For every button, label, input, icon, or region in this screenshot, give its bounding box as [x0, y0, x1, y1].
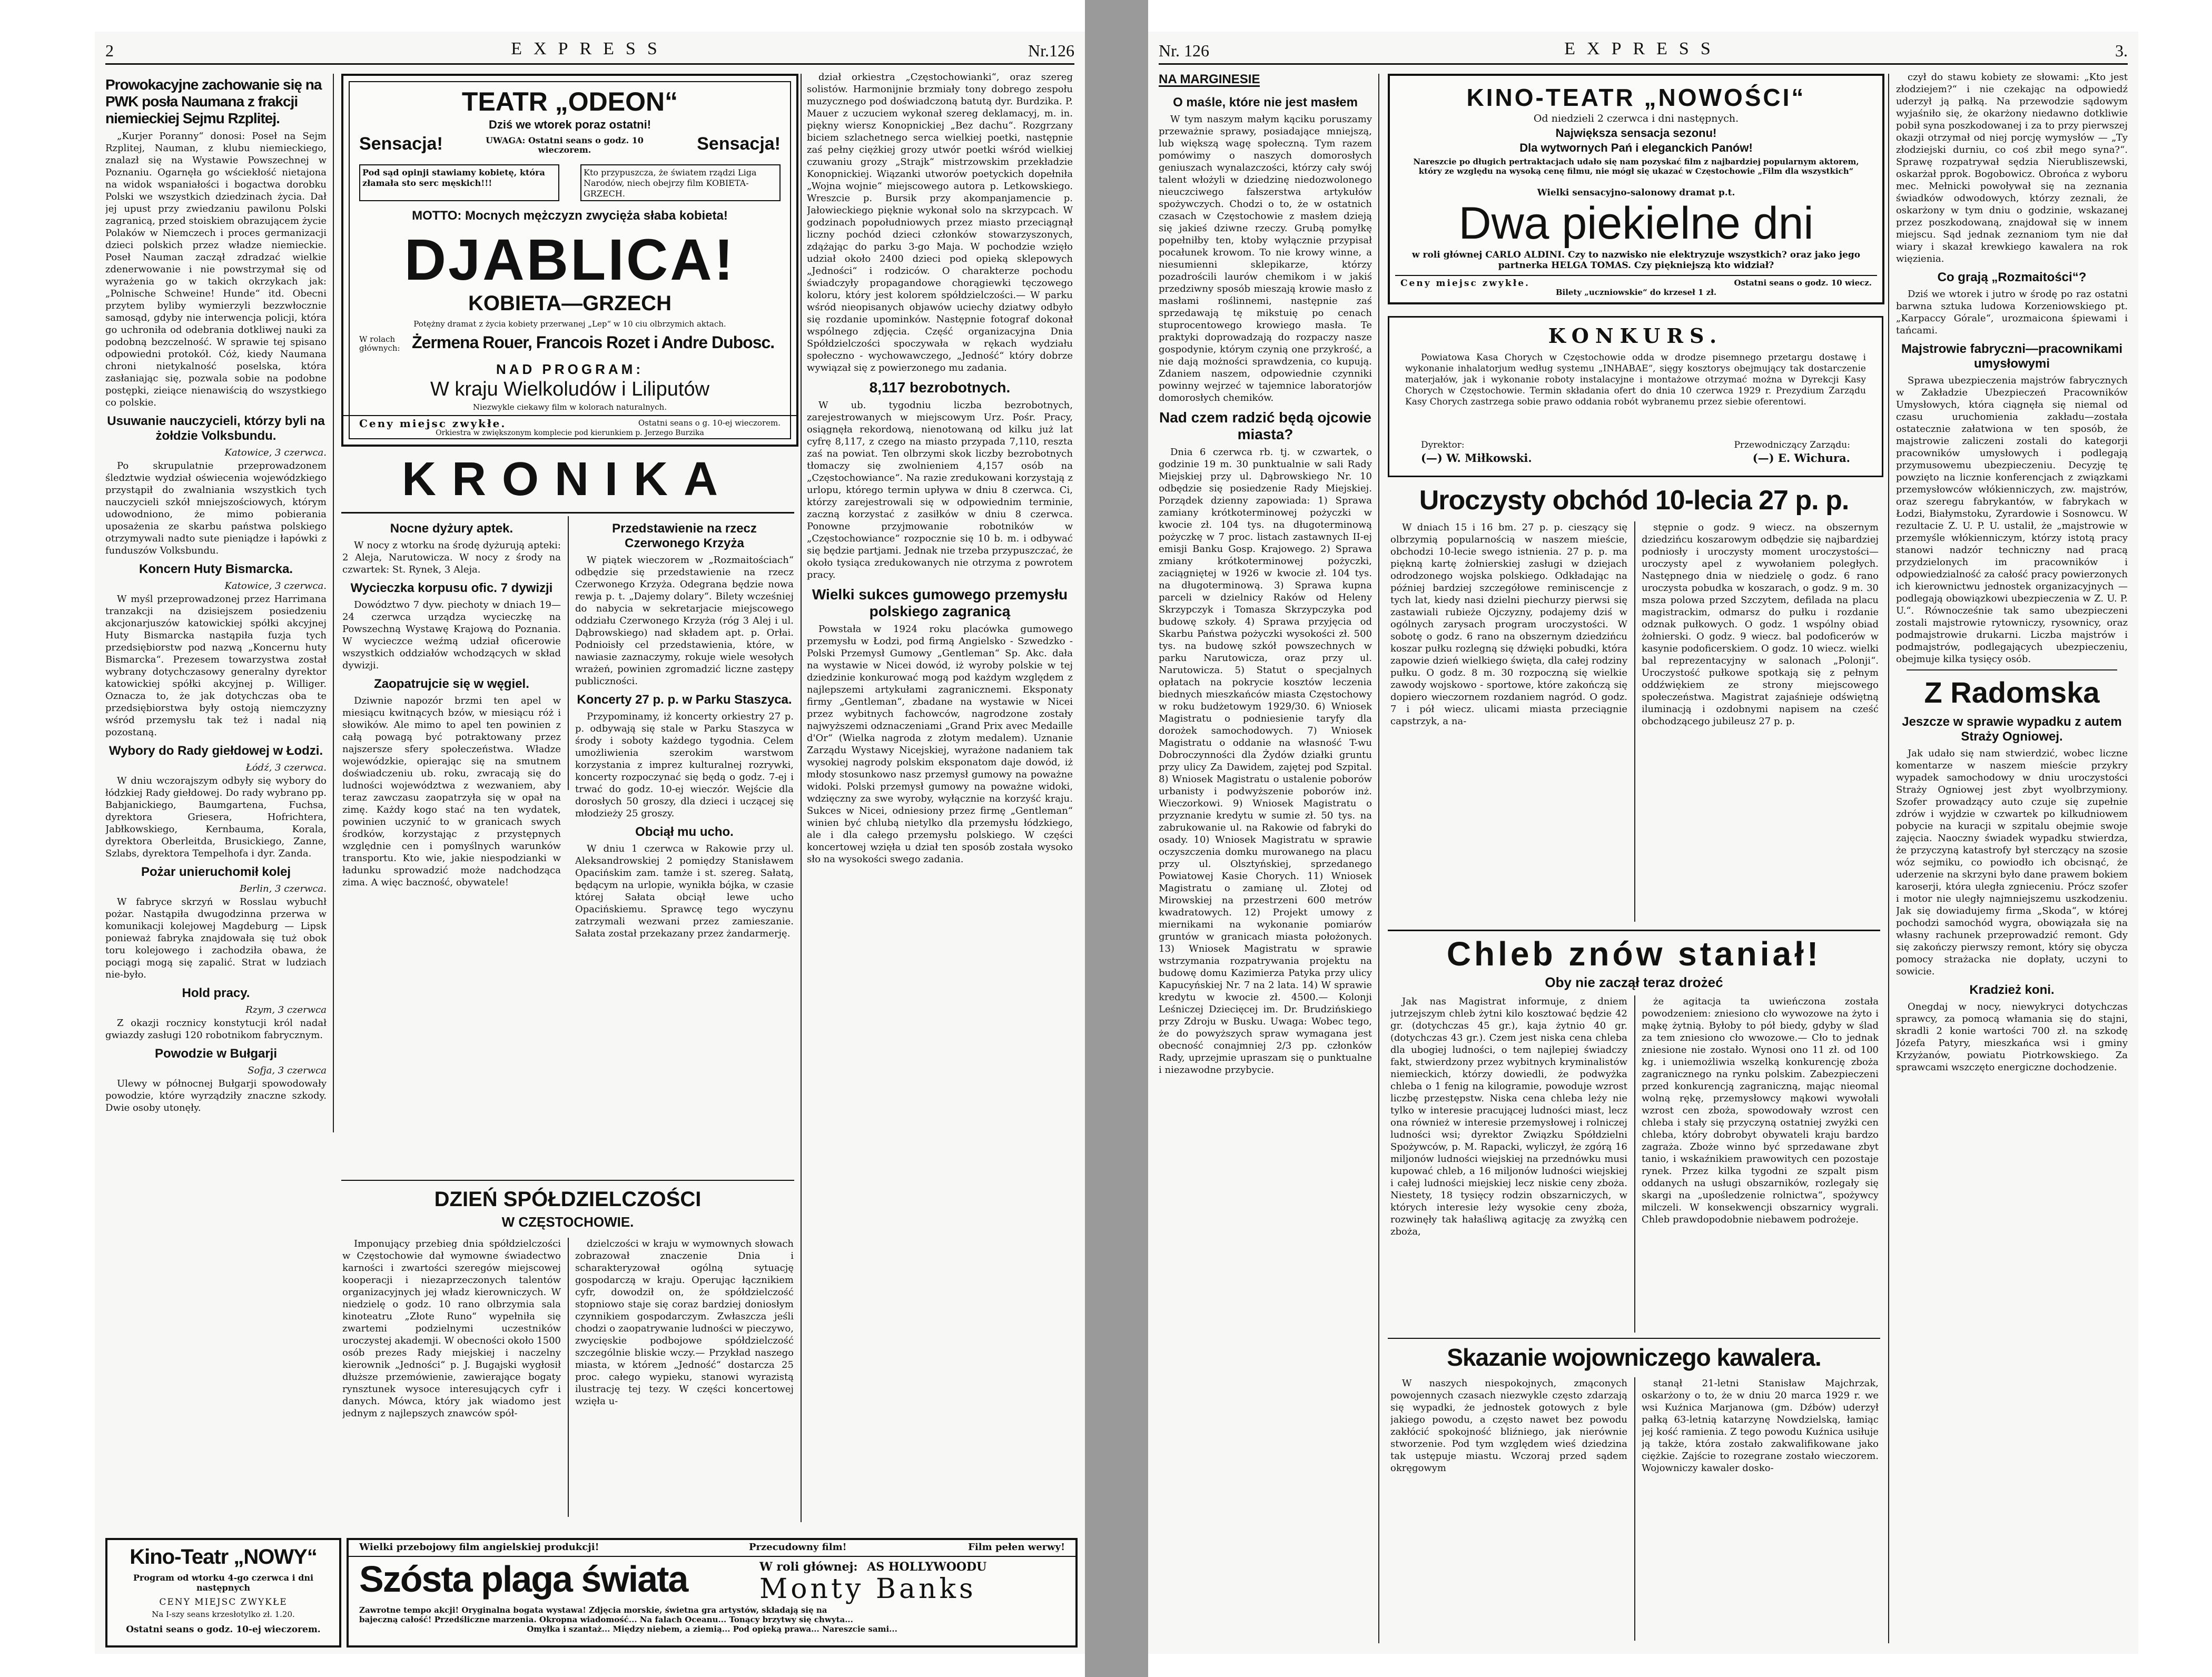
program-label: NAD PROGRAM:: [496, 361, 644, 377]
article-headline: O maśle, które nie jest masłem: [1173, 95, 1358, 110]
kino-nowy-ad: [105, 1538, 341, 1648]
article-body: Powstała w 1924 roku placówka gumowego przemysłu w Łodzi, pod firmą Angielsko - Szwedzko - Polski Przemysł Gumowy „Gentleman“ Sp. Akc. dała na wystawie w Nicei dowód, iż wyroby polskie w tej dziedzinie konkurować mogą pod każdym względem z najlepszemi artykułami zagranicznemi. Eksponaty firmy „Gentleman“, zbadane na wystawie w Nicei przez wybitnych fachowców, nagrodzone zostały najwyższemi odznaczeniami „Grand Prix avec Medaille d'Or“ (Wielka nagroda z złotym medalem). Uznanie Zarządu Wystawy Nicejskiej, wyrażone nadaniem tak wysokiej nagrody polskim eksponatom daje dowód, iż młody stosunkowo nasz przemysł gumowy na poważne widoki. Polski przemysł gumowy na poważne widoki, wdzięczny za swe wyroby, wyłącznie na korzyść kraju. Sukces w Nicei, odniesiony przez firmę „Gentleman“ winien być chlubą nietylko dla przemysłu łódzkiego, ale i dla całego przemysłu polskiego. W części koncertowej wzięła u dział ten sposób została wysoko sło na wysokości swego zadania.: [807, 624, 1073, 865]
article-body: „Kurjer Poranny“ donosi: Poseł na Sejm Rzplitej, Nauman, z klubu niemieckiego, znalazł się na Wystawie Powszechnej w Poznaniu. Ogarnęła go wściekłość nietajona na widok wspaniałości i bogactwa dorobku Polski we wszystkich dziedzinach życia. Dał jej upust przy zwiedzaniu pawilonu Polski zagranicą, przed stoiskiem obrazującem życie Polaków w Niemczech i proces germanizacji dzieci polskich przez władze niemieckie. Poseł Nauman zaczął zdradzać wielkie zdenerwowanie i nie powstrzymał się od wyrażenia go w takich okrzykach jak: „Polnische Schweine! Hunde“ itd. Obecni przytem byliby wymierzyli bezzwłocznie samosąd, gdyby nie interwencja policji, która go uchroniła od odebrania dotkliwej nauki za podobną bezczelność. W sprawie tej spisano odpowiedni protokół. Cóż, kiedy Naumana chroni nietykalność poselska, która zasłaniając się, pozwala sobie na podobne postępki, zieiące nienawiścią do wszystkiego co polskie.: [105, 131, 327, 408]
article-body: Jak nas Magistrat informuje, z dniem jutrzejszym chleb żytni kilo kosztować będzie 42 gr. (dotychczas 45 gr.), kaja żytnio 40 gr. (dotychczas 43 gr.). Czem jest niska cena chleba dla ubogiej ludności, o tem najlepiej świadczy fakt, stwierdzony przez wybitnych kryminalistów niemieckich, którzy dowiedli, że podwyżka chleba o 1 fenig na kilogramie, powoduje wzrost liczbę przestępstw. Niska cena chleba leży nie tylko w interesie pracującej ludności miast, lecz ona również w interesie przemysłowej i rolniczej ludności wsi; dyrektor Związku Spółdzielni Spożywców, p. M. Rapacki, wyliczył, że zgórą 16 miljonów ludności wiejskiej na przednówku musi kupować chleb, a 16 miljonów ludności wiejskiej i całej ludności miejskiej lecz niskie ceny zboża. Niestety, 18 tysięcy rodzin obszarniczych, w których interesie leży wysokie ceny zboża, rozwinęły tak hałaśliwą agitację za zwyżką cen zboża,: [1390, 996, 1627, 1237]
article-headline: Wielki sukces gumowego przemysłu polskiego zagranicą: [812, 586, 1068, 619]
ad-title: KINO-TEATR „NOWOŚCI“: [1466, 84, 1806, 111]
section-rule: [1388, 930, 1880, 931]
article-headline: Co grają „Rozmaitości“?: [1937, 270, 2087, 284]
article-body: W ub. tygodniu liczba bezrobotnych, zarejestrowanych w miejscowym Urz. Pośr. Pracy, osiągnęła rekordową, nienotowaną od kilku już lat cyfrę 8,117, z czego na miasto przypada 7,110, reszta zaś na powiat. Ten olbrzymi skok liczby bezrobotnych tłomaczy się zwolnieniem 4,157 osób na „Częstochowiance“. Na razie zredukowani korzystają z urlopu, którego termin upływa w dniu 8 czerwca. Ci, którzy zarejestrowali się w odpowiednim terminie, zaczną korzystać z zasiłków w dniu 8 czerwca. Ponowne przyjmowanie robotników w „Częstochowiance“ rozpocznie się 10 b. m. i odbywać się będzie partjami. Jednak nie trzeba przypuszczać, że około tysiąca zredukowanych nie otrzyma z powrotem pracy.: [807, 400, 1073, 580]
right-header: [1159, 37, 2128, 61]
prices-row: [343, 415, 796, 429]
ad-desc-line: Omyłka i szantaż... Między niebem, a ziemią... Pod opieką prawa... Nareszcie sami...: [527, 1624, 897, 1634]
dateline: Katowice, 3 czerwca.: [224, 580, 327, 591]
article-body: Ulewy w północnej Bułgarji spowodowały powodzie, które wyrządziły znaczne szkody. Dwie osoby utonęły.: [105, 1078, 327, 1113]
odeon-ad: [341, 74, 798, 447]
ad-line: Ostatni seans o godz. 10-ej wieczorem.: [126, 1624, 321, 1635]
article-headline: Przedstawienie na rzecz Czerwonego Krzyża: [612, 521, 757, 550]
article-subheadline: Oby nie zaczął teraz drożeć: [1545, 974, 1723, 990]
film-subtitle: KOBIETA—GRZECH: [468, 292, 671, 315]
ad-line: Największa sensacja sezonu!: [1555, 126, 1717, 140]
dateline: Łódź, 3 czerwca.: [245, 762, 327, 773]
article-headline: Hold pracy.: [182, 986, 250, 1000]
ad-subtitle: Dziś we wtorek poraz ostatni!: [488, 118, 651, 131]
ad-desc-line: Zawrotne tempo akcji! Oryginalna bogata wystawa! Zdjęcia morskie, świetna gra artystów, składają się na: [359, 1605, 827, 1615]
masthead: EXPRESS: [1564, 39, 1722, 58]
article-headline: Jeszcze w sprawie wypadku z autem Straży Ogniowej.: [1902, 715, 2122, 744]
section-rule: [1388, 1338, 1880, 1339]
article-headline: Prowokacyjne zachowanie się na PWK posła Naumana z frakcji niemieckiej Sejmu Rzplitej.: [105, 76, 322, 126]
column-rule: [1378, 74, 1379, 1643]
ad-tagline: Film pełen werwy!: [968, 1542, 1065, 1553]
article-body: W naszych niespokojnych, zmąconych powojennych czasach niezwykle często zdarzają się wypadki, że jednostek gotowych z byle jakiego powodu, a często nawet bez powodu zakłócić spokojność bliźniego, jak nierównie stworzenie. Pod tym względem wieś dziedzina tak ustępuje miastu. Wczoraj przed sądem okręgowym: [1390, 1378, 1627, 1474]
ad-last-show: Ostatni seans o g. 10-ej wieczorem.: [638, 418, 781, 428]
ad-line: CENY MIEJSC ZWYKŁE: [159, 1597, 288, 1607]
ad-top-row: [349, 1540, 1075, 1557]
article-body: stanął 21-letni Stanisław Majchrzak, oskarżony o to, że w dniu 20 marca 1929 r. we wsi Kuźnica Marjanowa (gm. Dźbów) uderzył pałką 63-letnią katarzynę Nowdzielską, łamiąc jej kość ramienia. Z tego powodu Kuźnica usiłuje ją także, która zostało zakwalifikowane jako ciężkie. Zajście to rozegrane zostało wieczorem. Wojowniczy kawaler dosko-: [1642, 1378, 1879, 1474]
film-title: Dwa piekielne dni: [1458, 198, 1814, 249]
ad-line: Program od wtorku 4-go czerwca i dni następnych: [133, 1573, 314, 1593]
article-body: że agitacja ta uwieńczona została powodzeniem: zniesiono cło wywozowe na żyto i mąkę żytnią. Byłoby to pół biedy, gdyby w ślad za tem zniesiono cło wwozowe.— Cło to jednak zniesione nie zostało. Wynosi ono 11 zł. od 100 kg. i uniemożliwia wszelką konkurencję zboża zagranicznego na rynku polskim. Zabezpieczeni przed konkurencją zagraniczną, mając nieomal wolną rękę, przemysłowcy mąkowi wywołali wzrost cen zboża, spowodowały wzrost cen chleba i stały się przyczyną ostatniej zwyżki cen chleba, który dobrobyt obywateli kraju bardzo zagraża. Zboże winno być sprzedawane zbyt tanio, i wskaźnikiem prawowitych cen pozostaje rynek. Przez kilka tygodni ze szpalt pism oddanych na usługi obszarników, rozlegały się skargi na „upośledzenie rolnictwa“, spożywcy milczeli. W konsekwencji obszarnicy wygrali. Chleb prawdopodobnie niebawem podrożeje.: [1642, 996, 1879, 1225]
article-headline: DZIEŃ SPÓŁDZIELCZOŚCI: [434, 1188, 702, 1211]
article-headline: Skazanie wojowniczego kawalera.: [1447, 1344, 1821, 1371]
ad-last-show: Ostatni seans o godz. 10 wiecz.: [1734, 278, 1872, 288]
ad-prices: Ceny miejsc zwykłe.: [1400, 278, 1530, 289]
issue-number: Nr.126: [1028, 41, 1074, 60]
article-headline: Nad czem radzić będą ojcowie miasta?: [1159, 409, 1372, 442]
chair-label: Przewodniczący Zarządu:: [1734, 440, 1850, 450]
ad-tickets: Bilety „uczniowskie“ do krzeseł 1 zł.: [1555, 288, 1717, 297]
ad-desc-line: bajeczną całość! Przedśliczne marzenia. Okropna wiadomość... Na falach Oceanu... Tonący brzytwy się chwyta...: [359, 1615, 853, 1624]
left-column-1: [105, 71, 327, 1140]
article-body: dzielczości w kraju w wymownych słowach zobrazował znaczenie Dnia i scharakteryzował ogólną sytuację gospodarczą w kraju. Operując łącznikiem cyfr, dowodził on, że spółdzielczość stopniowo staje się coraz bardziej doniosłym czynnikiem gospodarczym. Zwłaszcza jeśli chodzi o zaopatrywanie ludności w pieczywo, zwycięskie podbojowe spółdzielczość szczególnie bliskie wczy.— Przykład naszego miasta, w którem „Jedność“ dostarcza 25 proc. całego wypieku, stanowi wyrazistą ilustrację tej tezy. W części koncertowej wzięła u-: [575, 1238, 794, 1407]
ad-cast: w roli głównej CARLO ALDINI. Czy to nazwisko nie elektryzuje wszystkich? oraz jako jego partnerka HELGA TOMAS. Czy piękniejszą kto widział?: [1411, 250, 1861, 271]
program-description: Niezwykle ciekawy film w kolorach naturalnych.: [472, 402, 667, 412]
ad-film-title: Szósta plaga świata: [359, 1558, 688, 1600]
dateline: Berlin, 3 czerwca.: [240, 883, 327, 894]
dateline: Katowice, 3 czerwca.: [224, 447, 327, 458]
ad-box-right: Kto przypuszcza, że światem rządzi Liga Narodów, niech obejrzy film KOBIETA-GRZECH.: [580, 164, 781, 201]
article-column: [1390, 1377, 1627, 1641]
column-rule: [1634, 1377, 1635, 1641]
article-headline: Koncerty 27 p. p. w Parku Staszyca.: [577, 693, 792, 707]
article-body: stępnie o godz. 9 wiecz. na obszernym dziedzińcu koszarowym odbędzie się najbardziej podniosły i uroczysty moment uroczystości—uroczysty apel z wywołaniem poległych. Następnego dnia w niedzielę o godz. 6 rano uroczysta pobudka w koszarach, o godz. 9 m. 30 msza polowa przed Szczytem, defilada na placu magistrackim, odmarsz do pułku i rozdanie odznak pułkowych. O godz. 1 wspólny obiad żołnierski. O godz. 9 wiecz. bal podoficerów w kasynie podoficerskiem. O godz. 10 wiecz. wielki bal reprezentacyjny w salonach „Polonji“. Uroczystość pułkowe spotkają się z pełnym oddźwiękiem ze strony miejscowego społeczeństwa. Magistrat zajaśnieje odświętną iluminacją i ozdobnymi napisem na cześć obchodzącego jubileusz 27 p. p.: [1642, 522, 1879, 727]
article-headline: Uroczysty obchód 10-lecia 27 p. p.: [1419, 485, 1849, 516]
article-body: czył do stawu kobiety ze słowami: „Kto jest złodziejem?“ i nie czekając na odpowiedź uderzył ją pałką. Na przewodzie sądowym wyjaśniło się, że okarżony niedawno dotkliwie pobił syna poszkodowanej i za to przy pierwszej okazji otrzymał od niej porcję wymysłów — „Ty złodziejski durniu, co coś zbił mego syna?“. Sprawę rozpatrywał sędzia Nierubliszewski, oskarżał pprok. Bogobowicz. Obrońca z wyboru mec. Mełnicki powoływał się na zeznania świadków odwodowych, którzy zeznali, że oskarżony w tym dniu o godzinie, wskazanej przez poszkodowaną, znajdował się w innem miejscu. Sąd jednak zeznaniom tym nie dał wiary i skazał krewkiego kawalera na rok więzienia.: [1896, 72, 2128, 264]
article-headline: Usuwanie nauczycieli, którzy byli na żołdzie Volksbundu.: [107, 414, 325, 443]
notice-body: Powiatowa Kasa Chorych w Częstochowie odda w drodze pisemnego przetargu dostawę i wykonanie inhalatorjum według systemu „INHABAE“, sięgy kosztorys obejmujący tak dostarczenie materjałów, jak i wykonanie roboty instalacyjne i montażowe otrzymać można w Dyrekcji Kasy Chorych w Częstochowie. Termin składania ofert do dnia 10 czerwca 1929 r. Prezydium Zarządu Kasy Chorych zastrzega sobie prawo oddania robót wybranemu przez siebie oferentowi.: [1405, 352, 1866, 407]
kronika-column-2: [575, 516, 794, 1180]
ad-star: Monty Banks: [759, 1573, 976, 1605]
role-subtitle: AS HOLLYWOODU: [867, 1560, 987, 1574]
article-headline: Majstrowie fabryczni—pracownikami umysłowymi: [1901, 342, 2123, 371]
section-rule: [341, 512, 794, 514]
ad-line: Dla wytwornych Pań i eleganckich Panów!: [1519, 141, 1753, 154]
article-column: [1642, 995, 1879, 1333]
ad-slogan: Sensacja!: [697, 134, 781, 154]
article-headline: Zaopatrujcie się w węgiel.: [374, 677, 529, 691]
ad-tagline: Przecudowny film!: [749, 1542, 847, 1553]
ad-prices: Ceny miejsc zwykłe.: [359, 417, 507, 430]
page-gutter: [1085, 0, 1148, 1677]
article-headline: 8,117 bezrobotnych.: [869, 379, 1011, 396]
left-column-4: [807, 71, 1073, 1525]
column-rule: [568, 1238, 569, 1517]
left-header: [105, 37, 1074, 61]
dateline: Sofja, 3 czerwca: [248, 1065, 327, 1076]
article-body: Dowództwo 7 dyw. piechoty w dniach 19—24 czerwca urządza wycieczkę na Powszechną Wystawę Krajową do Poznania. W wycieczce weźmą udział oficerowie wszystkich oddziałów wchodzących w skład dywizji.: [342, 599, 561, 671]
article-headline: Obciął mu ucho.: [635, 825, 734, 839]
ad-note: UWAGA: Ostatni seans o godz. 10 wieczorem.: [486, 135, 644, 155]
ad-motto: MOTTO: Mocnych mężczyzn zwycięża słaba kobieta!: [412, 209, 728, 223]
film-title: DJABLICA!: [404, 228, 736, 292]
article-body: Dziś we wtorek i jutro w środę po raz ostatni barwna sztuka ludowa Korzeniowskiego pt. „Karpaccy Górale“, urozmaicona śpiewami i tańcami.: [1896, 289, 2128, 336]
article-body: W myśl przeprowadzonej przez Harrimana tranzakcji na dzisiejszem posiedzeniu akcjonarjuszów katowickiej spółki akcyjnej Huty Bismarcka nastąpiła fuzja tych przedsiębiorstw pod nazwą „Koncernu huty Bismarcka“. Prezesem towarzystwa został wybrany dotychczasowy generalny dyrektor katowickiej spółki akcyjnej p. Williger. Oznacza to, że jak dotychczas oba te przedsiębiorstwa były ostoją niemczyzny wśród przemysłu tak też i nadal nią pozostaną.: [105, 594, 327, 738]
article-body: W dniu wczorajszym odbyły się wybory do łódzkiej Rady giełdowej. Do rady wybrano pp. Babjanickiego, Baumgartena, Fuchsa, dyrektora Griesera, Hofrichtera, Jabłkowskiego, Kernbauma, Korala, dyrektora Oberleitda, Brusickiego, Zanne, Szlabs, dyrektora Tempelhofa i dyr. Zanda.: [105, 775, 327, 859]
issue-number: Nr. 126: [1159, 41, 1209, 60]
szosta-plaga-ad: [347, 1538, 1078, 1648]
article-headline: Kradzież koni.: [1969, 983, 2055, 997]
ad-line: Nareszcie po długich pertraktacjach udało się nam pozyskać film z najbardziej popularnym aktorem, który ze względu na wysoką cenę filmu, nie mógł się ukazać w Częstochowie „Film dla wszystkich“: [1413, 157, 1859, 176]
article-body: Dziwnie napozór brzmi ten apel w miesiącu kwitnących bzów, w miesiącu róż i słowików. Ale mimo to apel ten powinien z całą powagą być potraktowany przez najszersze sfery społeczeństwa. Władze wojewódzkie, opierając się na smutnem doświadczeniu ub. roku, zwracają się do ludności województwa z wezwaniem, aby teraz zawczasu zaopatrzyła się w opał na zimę. Każdy kogo stać na ten wydatek, powinien uczynić to w granicach swych środków, korzystając z przystępnych względnie cen i pomyślnych warunków transportu. Kto wie, jakie niespodzianki w ładunku sprowadzić może nadchodząca zima. A więc baczność, obywatele!: [342, 695, 561, 888]
column-rule: [1634, 995, 1635, 1333]
page-number: 2: [105, 41, 114, 60]
director-label: Dyrektor:: [1421, 440, 1465, 450]
right-page: [1148, 32, 2138, 1654]
cast-names: Żermena Rouer, Francois Rozet i Andre Dubosc.: [412, 333, 775, 352]
article-body: W tym naszym małym kąciku poruszamy przeważnie sprawy, posiadające mniejszą, lub większą wagę społeczną. Tym razem pomówimy o naszych domorosłych geniuszach wynalazczości, którzy cały swój talent włożyli w dziedzinę niedozwolonego nieuczciwego fałszerstwa artykułów spożywczych. Chodzi o to, że w ostatnich czasach w Częstochowie z masłem dzieją się jakieś dziwne rzeczy. Grubą pomyłkę popełniłby ten, ktoby wyłącznie przypisał pocałunek krowom. To nie krowy winne, a niesumienni sklepikarze, którzy pozadrościli laurów chemikom i w jakiś przedziwny sposób mieszają krowie masło z masłami roślinnemi, następnie zaś sprzedawają tę mikstuię po cenach stuprocentowego krowiego masła. Te praktyki doprowadzają do rozpaczy nasze gospodynie, którym czynią one przykrość, a nie dają możności sprawdzenia, co kupują. Zdaniem naszem, odpowiednie czynniki powinny wejrzeć w tajemnice laboratorjów domorosłych chemików.: [1159, 114, 1372, 403]
column-rule: [801, 74, 802, 1522]
article-body: W dniu 1 czerwca w Rakowie przy ul. Aleksandrowskiej 2 pomiędzy Stanisławem Opacińskim zam. tamże i st. szereg. Sałatą, będącym na urlopie, wynikła bójka, w czasie której Sałata obciął lewe ucho Opacińskiemu. Sprawcę tego wyczynu zatrzymali wezwani przez zamieszanie. Sałata został przekazany przez żandarmerję.: [575, 843, 794, 939]
divider: [1907, 669, 2117, 670]
article-headline: Nocne dyżury aptek.: [390, 521, 514, 536]
article-column: [575, 1238, 794, 1522]
ad-description: [359, 1605, 1065, 1634]
article-body: Onegdaj w nocy, niewykryci dotychczas sprawcy, za pomocą włamania się do stajni, skradli 2 konie wartości 700 zł. na szkodę Józefa Patyry, mieszkańca wsi i gminy Krzyżanów, powiatu Piotrkowskiego. Za sprawcami wszczęto energiczne dochodzenie.: [1896, 1001, 2128, 1073]
article-body: Sprawa ubezpieczenia majstrów fabrycznych w Zakładzie Ubezpieczeń Pracowników Umysłowych, która ciągnęła się niemal od czasu uruchomienia zakładu—została ostatecznie załatwiona w ten sposób, że majstrowie zaliczeni zostali do kategorji pracowników umysłowych i podlegają przymusowemu ubezpieczeniu. Decyzję tę powzięto na licznie konferencjach z związkami przemysłowców włókienniczych, zw. majstrów, oraz szeregu fabrykantów, w fabrykach w Łodzi, Białymstoku, Zyrardowie i Sosnowcu. W rezultacie Z. U. P. U. ustalił, że „majstrowie w przemyśle włókienniczym, którzy istotą pracy stanowi nadzór techniczny nad pracą przydzielonych im pracowników i odpowiedzialność za całość pracy powierzonych ich kierownictwu jednostek organizacyjnych — podlegają obowiązkowi ubezpieczenia w Z. U. P. U.“. Równocześnie tak samo ubezpieczeni zostali majstrowie rytowniczy, rysownicy, oraz podmajstrowie drukarni. Liczba majstrów i podmajstrów, podlegających ubezpieczeniu, obejmuje kilka tysięcy osób.: [1896, 375, 2128, 665]
dateline: Rzym, 3 czerwca: [245, 1004, 327, 1015]
ad-role-label: [759, 1560, 986, 1574]
article-headline: Wybory do Rady giełdowej w Łodzi.: [108, 744, 323, 758]
header-rule: [105, 63, 1074, 65]
article-body: Imponujący przebieg dnia spółdzielczości w Częstochowie dał wymowne świadectwo karności i zwartości szeregów miejscowej kooperacji i niezaprzeczonych talentów organizacyjnych jej władz kierowniczych. W niedzielę o godz. 10 rano olbrzymia sala kinoteatru „Złote Runo“ wypełniła się zwartemi podzielnymi uczestników uroczystej akademji. W obecności około 1500 osób prezes Rady miejskiej i naczelny kierownik „Jedności“ p. J. Bugajski wygłosił dłuższe przemówienie, zawierające bogaty rynsztunek wysoce interesujących cyfr i danych. Mówca, który jak wiadomo jest jednym z najlepszych znawców spół-: [342, 1238, 561, 1419]
article-subheadline: W CZĘSTOCHOWIE.: [501, 1214, 634, 1230]
article-body: Jak udało się nam stwierdzić, wobec liczne komentarze w naszem mieście przykry wypadek samochodowy w dniu uroczystości Straży Ogniowej jest zbyt wyolbrzymiony. Szofer prowadzący auto czuje się zupełnie zdrów i wyjdzie w czwartek po kilkudniowem pobycie na kuracji w szpitalu obejmie swoje zajęcia. Naoczny świadek wypadku stwierdza, że przyczyną katastrofy był sterczący na szosie wóz sejmiku, co powiodło ich obcisnąć, że uderzenie na skrzyni było dane prawem bokiem karoserji, która uległa zgnieceniu. Prócz szofer i motor nie uległy najmniejszemu uszkodzeniu. Jak się dowiadujemy firma „Skoda“, w której pochodzi samochód wygra, obowiązała się na własny rachunek przeprowadzić remont. Gdy się zakończy pierwszy remont, który się obycza pomocy strażacka nie dopłaty, uczyni to sowicie.: [1896, 748, 2128, 977]
column-rule: [333, 74, 334, 1132]
section-title: KRONIKA: [402, 453, 734, 506]
ad-title: TEATR „ODEON“: [461, 87, 678, 116]
sensacja-row: [343, 134, 796, 155]
article-headline: Chleb znów staniał!: [1446, 935, 1822, 973]
role-label: W roli głównej:: [759, 1560, 858, 1574]
column-rule: [1634, 521, 1635, 922]
article-headline: Pożar unieruchomił kolej: [141, 865, 291, 879]
article-column: [1390, 995, 1627, 1333]
article-column: [1642, 1377, 1879, 1641]
ad-prices-row: [1395, 275, 1877, 297]
article-body: Dnia 6 czerwca rb. tj. w czwartek, o godzinie 19 m. 30 punktualnie w sali Rady Miejskiej przy ul. Dąbrowskiego Nr. 10 odbędzie się posiedzenie Rady Miejskiej. Porządek dzienny zapowiada: 1) Sprawa zamiany krótkoterminowej pożyczki w kwocie zł. 104 tys. na długoterminową pożyczkę w 7 proc. listach zastawnych II-ej emisji Banku Gosp. Krajowego. 2) Sprawa zmiany krótkoterminowej pożyczki, zaciągniętej w 1926 w kwocie zł. 104 tys. na długoterminową. 3) Sprawa kupna parceli w dzielnicy Raków od Heleny Skrzypczyk i Tomasza Skrzypczyka pod budowę szkoły. 4) Sprawa przyjęcia od Skarbu Państwa pożyczki wysokości zł. 500 tys. na budowę szkół powszechnych w parku Narutowicza, oraz przy ul. Narutowicza. 5) Statut o specjalnych opłatach na pokrycie kosztów leczenia biednych mieszkańców miasta Częstochowy w roku budżetowym 1929/30. 6) Wniosek Magistratu o podniesienie taryfy dla dorożek samochodowych. 7) Wniosek Magistratu o oddanie na własność T-wu Dobroczynności dla Żydów działki gruntu przy ulicy Za Dawidem, zajętej pod Szpital. 8) Wniosek Magistratu o ustalenie poborów urbanisty i podwyższenie poborów inż. Wieczorkowi. 9) Wniosek Magistratu o przyznanie kredytu w sumie zł. 50 tys. na zabrukowanie ul. na Rakowie od fabryki do osady. 10) Wniosek Magistratu w sprawie oczyszczenia domku murowanego na placu przy ul. Olsztyńskiej, sprzedanego Powiatowej Kasie Chorych. 11) Wniosek Magistratu o zamianę ul. Złotej od Mirowskiej na przestrzeni 600 metrów kwadratowych. 12) Projekt umowy z miernikami na wykonanie pomiarów gruntów w granicach miasta położonych. 13) Wniosek Magistratu w sprawie wstrzymania rozpatrywania projektu na budowę domu Kazimierza Patyka przy ulicy Kapucyńskiej Nr. 7 na 2 lata. 14) W sprawie kredytu w kwocie zł. 4500.— Kolonji Leśniczej Dziecięcej im. Dr. Brudzińskiego przy Zdroju w Busku. Uwaga: Wobec tego, że do powyższych spraw wymagana jest obecność conajmniej 2/3 pp. członków Rady, uprzejmie upraszam się o punktualne i niezawodne przybycie.: [1159, 447, 1372, 1076]
section-title: Z Radomska: [1924, 676, 2100, 709]
right-column-4: [1896, 71, 2128, 1641]
kronika-column-1: [342, 516, 561, 1180]
article-body: Po skrupulatnie przeprowadzonem śledztwie wydział oświecenia wojewódzkiego przystąpił do zwalniania wszystkich tych nauczycieli szkół mniejszościowych, którym udowodniono, że mimo pobierania uposażenia ze skarbu państwa polskiego otrzymywali nadto sute pieniądze i łapówki z funduszów Volksbundu.: [105, 460, 327, 556]
cast-row: [343, 333, 796, 359]
konkurs-notice: [1388, 316, 1883, 477]
article-headline: Koncern Huty Bismarcka.: [139, 562, 293, 576]
article-body: Z okazji rocznicy konstytucji król nadał gwiazdy zasługi 120 robotnikom fabrycznym.: [105, 1018, 327, 1041]
program-title: W kraju Wielkoludów i Liliputów: [430, 378, 710, 400]
ad-slogan: Sensacja!: [359, 134, 443, 154]
article-column: [1390, 521, 1627, 922]
article-body: W dniach 15 i 16 bm. 27 p. p. cieszący się olbrzymią popularnością w naszem mieście, obchodzi 10-lecie swego istnienia. 27 p. p. ma piękną kartę żołnierskiej zasługi w dziejach odrodzonego wojska polskiego. Odkładając na później bardziej szczegółowe reminiscencje z tych lat, kiedy nasi dzielni piechurzy pierwsi się zastawiali rubieże Ojczyzny, podajemy dziś w ogólnych zarysach program uroczystości. W sobotę o godz. 6 rano na obszernym dziedzińcu koszar pułku rozlegną się dźwięki pobudki, która zapowie dzień wielkiego święta, dla całej rodziny pułku. O godz. 8 m. 30 rozpoczną się wielkie zawody wojskowo - sportowe, które zakończą się dopiero wieczornem rozdaniem nagród. O godz. 7 i pół wiecz. ulicami miasta przeciągnie capstrzyk, a na-: [1390, 522, 1627, 727]
director-signature: (—) W. Miłkowski.: [1421, 451, 1532, 465]
article-column: [342, 1238, 561, 1522]
nowosci-ad: [1388, 74, 1884, 304]
ad-line: Wielki sensacyjno-salonowy dramat p.t.: [1537, 188, 1735, 198]
column-rule: [568, 516, 569, 790]
ad-orchestra: Orkiestra w zwiększonym komplecie pod kierunkiem p. Jerzego Burzika: [436, 429, 704, 437]
cast-label: W rolach głównych:: [359, 334, 400, 353]
article-headline: Wycieczka korpusu ofic. 7 dywizji: [350, 581, 553, 595]
ad-title: Kino-Teatr „NOWY“: [130, 1545, 317, 1569]
ad-box-left: Pod sąd opinji stawiamy kobietę, która złamała sto serc męskich!!!: [359, 164, 559, 201]
notice-title: KONKURS.: [1548, 324, 1723, 348]
chair-signature: (—) E. Wichura.: [1752, 451, 1850, 465]
film-description: Potężny dramat z życia kobiety przerwanej „Lep“ w 10 ciu olbrzymich aktach.: [413, 319, 726, 329]
header-rule: [1159, 63, 2128, 65]
article-body: Przypominamy, iż koncerty orkiestry 27 p. p. odbywają się stale w Parku Staszyca w środy i soboty każdego tygodnia. Celem umożliwienia szerokim warstwom korzystania z imprez kulturalnej rozrywki, koncerty rozpoczynać się będą o godz. 7-ej i trwać do godz. 10-ej wieczór. Wejście dla dorosłych 50 groszy, dla dzieci i uczącej się młodzieży 25 groszy.: [575, 711, 794, 819]
section-rule: [341, 1180, 794, 1181]
article-body: W nocy z wtorku na środę dyżurują apteki: 2 Aleja, Narutowicza. W nocy z środy na czwartek: St. Rynek, 3 Aleja.: [342, 540, 561, 575]
article-column: [1642, 521, 1879, 922]
article-body: dział orkiestra „Częstochowianki“, oraz szereg solistów. Harmonijnie brzmiały tony dobrego zespołu muzycznego pod doświadczoną batutą dyr. Burdzika. P. Mauer z uczuciem wykonał szereg deklamacyj, m. in. piękny wiersz Konopnickiej „Bez dachu“. Rozgrzany biciem szlachetnego serca wielkiej poetki, następnie zaś pełny ciężkiej grozy utwór poetki wśród wielkiej czuwaniu grozy „Strajk“ mistrzowskim przekładzie Konopnickiej. Wiązanki utworów poetyckich dopełniła „Wojna wojnie“ miejscowego autora p. Letkowskiego. Wreszcie p. Bursik przy akompanjamencie p. Jałowieckiego pięknie wykonał solo na skrzypcach. W godzinach popołudniowych przez miasto przeciągnął liczny pochód dzieci członków stowarzyszonych, zdążając do parku 3-go Maja. W pochodzie wzięło udział około 2400 dzieci pod opieką sklepowych „Jedności“ i rodziców. O charakterze pochodu świadczyły propagandowe chorągiewki tęczowego koloru, który jest kolorem spółdzielczości.— W parku wśród nieopisanych objawów uciechy dziatwy odbyło się rozdanie upominków. Następnie fotograf dokonał wspólnego zdjęcia. Część organizacyjna Dnia Spółdzielczości spoczywała w rękach wydziału społeczno - wychowawczego, „Jedność“ który dobrze wywiązał się z powierzonego mu zadania.: [807, 72, 1073, 373]
column-rule: [1888, 74, 1889, 1643]
column-label: NA MARGINESIE: [1159, 72, 1260, 86]
ad-line: Na I-szy seans krzesłotylko zł. 1.20.: [152, 1610, 295, 1619]
right-column-1: [1159, 71, 1372, 1641]
article-headline: Powodzie w Bułgarji: [154, 1047, 278, 1061]
ad-line: Od niedzieli 2 czerwca i dni następnych.: [1533, 113, 1739, 124]
masthead: EXPRESS: [511, 39, 669, 58]
article-body: W fabryce skrzyń w Rosslau wybuchł pożar. Nastąpiła dwugodzinna przerwa w komunikacji kolejowej Magdeburg — Lipsk ponieważ fabryka znajdowała się tuż obok toru kolejowego i zachodziła obawa, że pociągi mogą się zapalić. Strat w ludziach nie-było.: [105, 896, 327, 980]
left-page: [95, 32, 1085, 1654]
page-number: 3.: [2115, 41, 2128, 60]
article-body: W piątek wieczorem w „Rozmaitościach“ odbędzie się przedstawienie na rzecz Czerwonego Krzyża. Odegrana będzie nowa rewja p. t. „Dajemy dolary“. Bilety wcześniej do nabycia w sekretarjacie miejscowego oddziału Czerwonego Krzyża (róg 3 Alej i ul. Dąbrowskiego) nad składem apt. p. Orłai. Podnioisły cel przedstawienia, które, w nawiasie zaznaczymy, rokuje wiele wesołych wrażeń, powinien zgromadzić liczne zastępy publiczności.: [575, 555, 794, 687]
ad-tagline: Wielki przebojowy film angielskiej produkcji!: [359, 1542, 599, 1553]
